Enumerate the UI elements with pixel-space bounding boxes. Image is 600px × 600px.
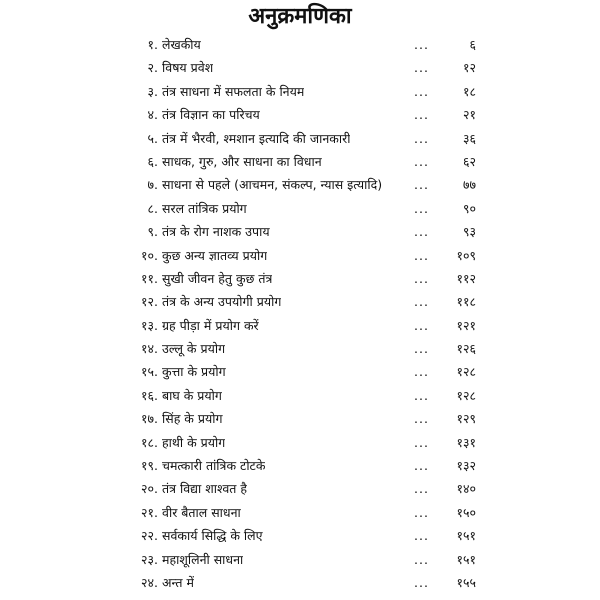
toc-entry bbox=[0, 384, 600, 407]
entry-page-number: १२८ bbox=[456, 387, 476, 403]
dot-leader: ... bbox=[414, 130, 429, 146]
entry-number: १. bbox=[147, 37, 158, 52]
entry-number: २४. bbox=[141, 574, 158, 590]
entry-page-number: १८ bbox=[462, 83, 476, 99]
entry-page-number: १२ bbox=[462, 60, 476, 76]
entry-title: महाशूलिनी साधना bbox=[162, 551, 244, 567]
entry-title: ग्रह पीड़ा में प्रयोग करें bbox=[162, 317, 259, 333]
dot-leader: ... bbox=[414, 60, 429, 76]
entry-page-number: १५५ bbox=[456, 574, 476, 590]
toc-entry bbox=[0, 150, 600, 173]
entry-title: सर्वकार्य सिद्धि के लिए bbox=[162, 528, 263, 544]
dot-leader: ... bbox=[414, 317, 429, 333]
entry-title: कुत्ता के प्रयोग bbox=[162, 364, 226, 380]
entry-page-number: ३६ bbox=[462, 130, 476, 146]
entry-title: साधना से पहले (आचमन, संकल्प, न्यास इत्यादि) bbox=[162, 177, 383, 193]
toc-entry bbox=[0, 56, 600, 79]
entry-page-number: १३२ bbox=[456, 458, 476, 474]
dot-leader: ... bbox=[414, 411, 429, 427]
entry-title: तंत्र के अन्य उपयोगी प्रयोग bbox=[162, 294, 282, 310]
entry-page-number: १५१ bbox=[456, 551, 476, 567]
entry-number: ४. bbox=[147, 107, 158, 123]
table-of-contents bbox=[0, 33, 600, 594]
entry-number: ९. bbox=[147, 224, 158, 240]
entry-title: अन्त में bbox=[162, 574, 194, 590]
entry-page-number: १५१ bbox=[456, 528, 476, 544]
entry-number: २१. bbox=[141, 504, 158, 520]
entry-page-number: १२१ bbox=[456, 317, 476, 333]
entry-title: सुखी जीवन हेतु कुछ तंत्र bbox=[162, 270, 273, 286]
toc-entry bbox=[0, 33, 600, 56]
dot-leader: ... bbox=[414, 387, 429, 403]
entry-title: सरल तांत्रिक प्रयोग bbox=[162, 200, 247, 216]
entry-title: लेखकीय bbox=[162, 37, 201, 52]
entry-number: ५. bbox=[147, 130, 158, 146]
dot-leader: ... bbox=[414, 341, 429, 357]
dot-leader: ... bbox=[414, 83, 429, 99]
entry-number: २. bbox=[147, 60, 158, 76]
toc-entry bbox=[0, 197, 600, 220]
entry-page-number: १०९ bbox=[456, 247, 476, 263]
entry-page-number: १२६ bbox=[456, 341, 476, 357]
toc-entry bbox=[0, 80, 600, 103]
entry-page-number: १२९ bbox=[456, 411, 476, 427]
toc-entry bbox=[0, 244, 600, 267]
toc-entry bbox=[0, 103, 600, 126]
toc-entry bbox=[0, 220, 600, 243]
entry-number: ७. bbox=[147, 177, 158, 193]
dot-leader: ... bbox=[414, 107, 429, 123]
entry-title: सिंह के प्रयोग bbox=[162, 411, 223, 427]
toc-entry bbox=[0, 173, 600, 196]
entry-number: ३. bbox=[147, 83, 158, 99]
entry-title: उल्लू के प्रयोग bbox=[162, 341, 226, 357]
entry-page-number: ६२ bbox=[462, 153, 476, 169]
entry-number: २३. bbox=[141, 551, 158, 567]
dot-leader: ... bbox=[414, 294, 429, 310]
entry-page-number: ११२ bbox=[456, 270, 476, 286]
toc-entry bbox=[0, 360, 600, 383]
entry-number: १२. bbox=[141, 294, 158, 310]
entry-page-number: १५० bbox=[456, 504, 476, 520]
entry-title: तंत्र में भैरवी, श्मशान इत्यादि की जानकारी bbox=[162, 130, 351, 146]
entry-number: १९. bbox=[141, 458, 158, 474]
toc-entry bbox=[0, 501, 600, 524]
toc-entry bbox=[0, 571, 600, 594]
entry-number: १६. bbox=[141, 387, 158, 403]
dot-leader: ... bbox=[414, 270, 429, 286]
dot-leader: ... bbox=[414, 574, 429, 590]
entry-number: १७. bbox=[141, 411, 158, 427]
toc-entry bbox=[0, 290, 600, 313]
entry-page-number: १३१ bbox=[456, 434, 476, 450]
entry-number: १८. bbox=[141, 434, 158, 450]
entry-title: तंत्र के रोग नाशक उपाय bbox=[162, 224, 270, 240]
toc-entry bbox=[0, 477, 600, 500]
toc-entry bbox=[0, 524, 600, 547]
entry-title: तंत्र साधना में सफलता के नियम bbox=[162, 83, 305, 99]
entry-title: साधक, गुरु, और साधना का विधान bbox=[162, 153, 322, 169]
entry-number: ६. bbox=[147, 153, 158, 169]
entry-title: वीर बैताल साधना bbox=[162, 504, 241, 520]
entry-title: हाथी के प्रयोग bbox=[162, 434, 226, 450]
entry-page-number: १४० bbox=[456, 481, 476, 497]
entry-title: कुछ अन्य ज्ञातव्य प्रयोग bbox=[162, 247, 268, 263]
toc-entry bbox=[0, 454, 600, 477]
entry-number: २२. bbox=[141, 528, 158, 544]
toc-entry bbox=[0, 431, 600, 454]
dot-leader: ... bbox=[414, 200, 429, 216]
toc-entry bbox=[0, 127, 600, 150]
dot-leader: ... bbox=[414, 528, 429, 544]
entry-number: १५. bbox=[141, 364, 158, 380]
entry-number: ८. bbox=[147, 200, 158, 216]
entry-page-number: ९० bbox=[462, 200, 476, 216]
dot-leader: ... bbox=[414, 481, 429, 497]
entry-title: चमत्कारी तांत्रिक टोटके bbox=[162, 458, 266, 474]
toc-entry bbox=[0, 548, 600, 571]
dot-leader: ... bbox=[414, 458, 429, 474]
dot-leader: ... bbox=[414, 224, 429, 240]
entry-number: ११. bbox=[141, 270, 158, 286]
dot-leader: ... bbox=[414, 37, 429, 52]
entry-page-number: ११८ bbox=[456, 294, 476, 310]
dot-leader: ... bbox=[414, 153, 429, 169]
dot-leader: ... bbox=[414, 434, 429, 450]
dot-leader: ... bbox=[414, 364, 429, 380]
entry-title: तंत्र विज्ञान का परिचय bbox=[162, 107, 260, 123]
toc-entry bbox=[0, 407, 600, 430]
entry-number: १०. bbox=[141, 247, 158, 263]
dot-leader: ... bbox=[414, 551, 429, 567]
toc-entry bbox=[0, 337, 600, 360]
entry-title: विषय प्रवेश bbox=[162, 60, 214, 76]
entry-page-number: ६ bbox=[469, 37, 476, 52]
entry-page-number: १२८ bbox=[456, 364, 476, 380]
entry-number: १३. bbox=[141, 317, 158, 333]
entry-page-number: ९३ bbox=[462, 224, 476, 240]
entry-page-number: २१ bbox=[462, 107, 476, 123]
entry-title: तंत्र विद्या शाश्वत है bbox=[162, 481, 248, 497]
toc-entry bbox=[0, 314, 600, 337]
entry-title: बाघ के प्रयोग bbox=[162, 387, 222, 403]
dot-leader: ... bbox=[414, 177, 429, 193]
entry-number: २०. bbox=[141, 481, 158, 497]
page-title: अनुक्रमणिका bbox=[248, 3, 352, 29]
toc-entry bbox=[0, 267, 600, 290]
entry-page-number: ७७ bbox=[462, 177, 476, 193]
dot-leader: ... bbox=[414, 247, 429, 263]
entry-number: १४. bbox=[141, 341, 158, 357]
dot-leader: ... bbox=[414, 504, 429, 520]
